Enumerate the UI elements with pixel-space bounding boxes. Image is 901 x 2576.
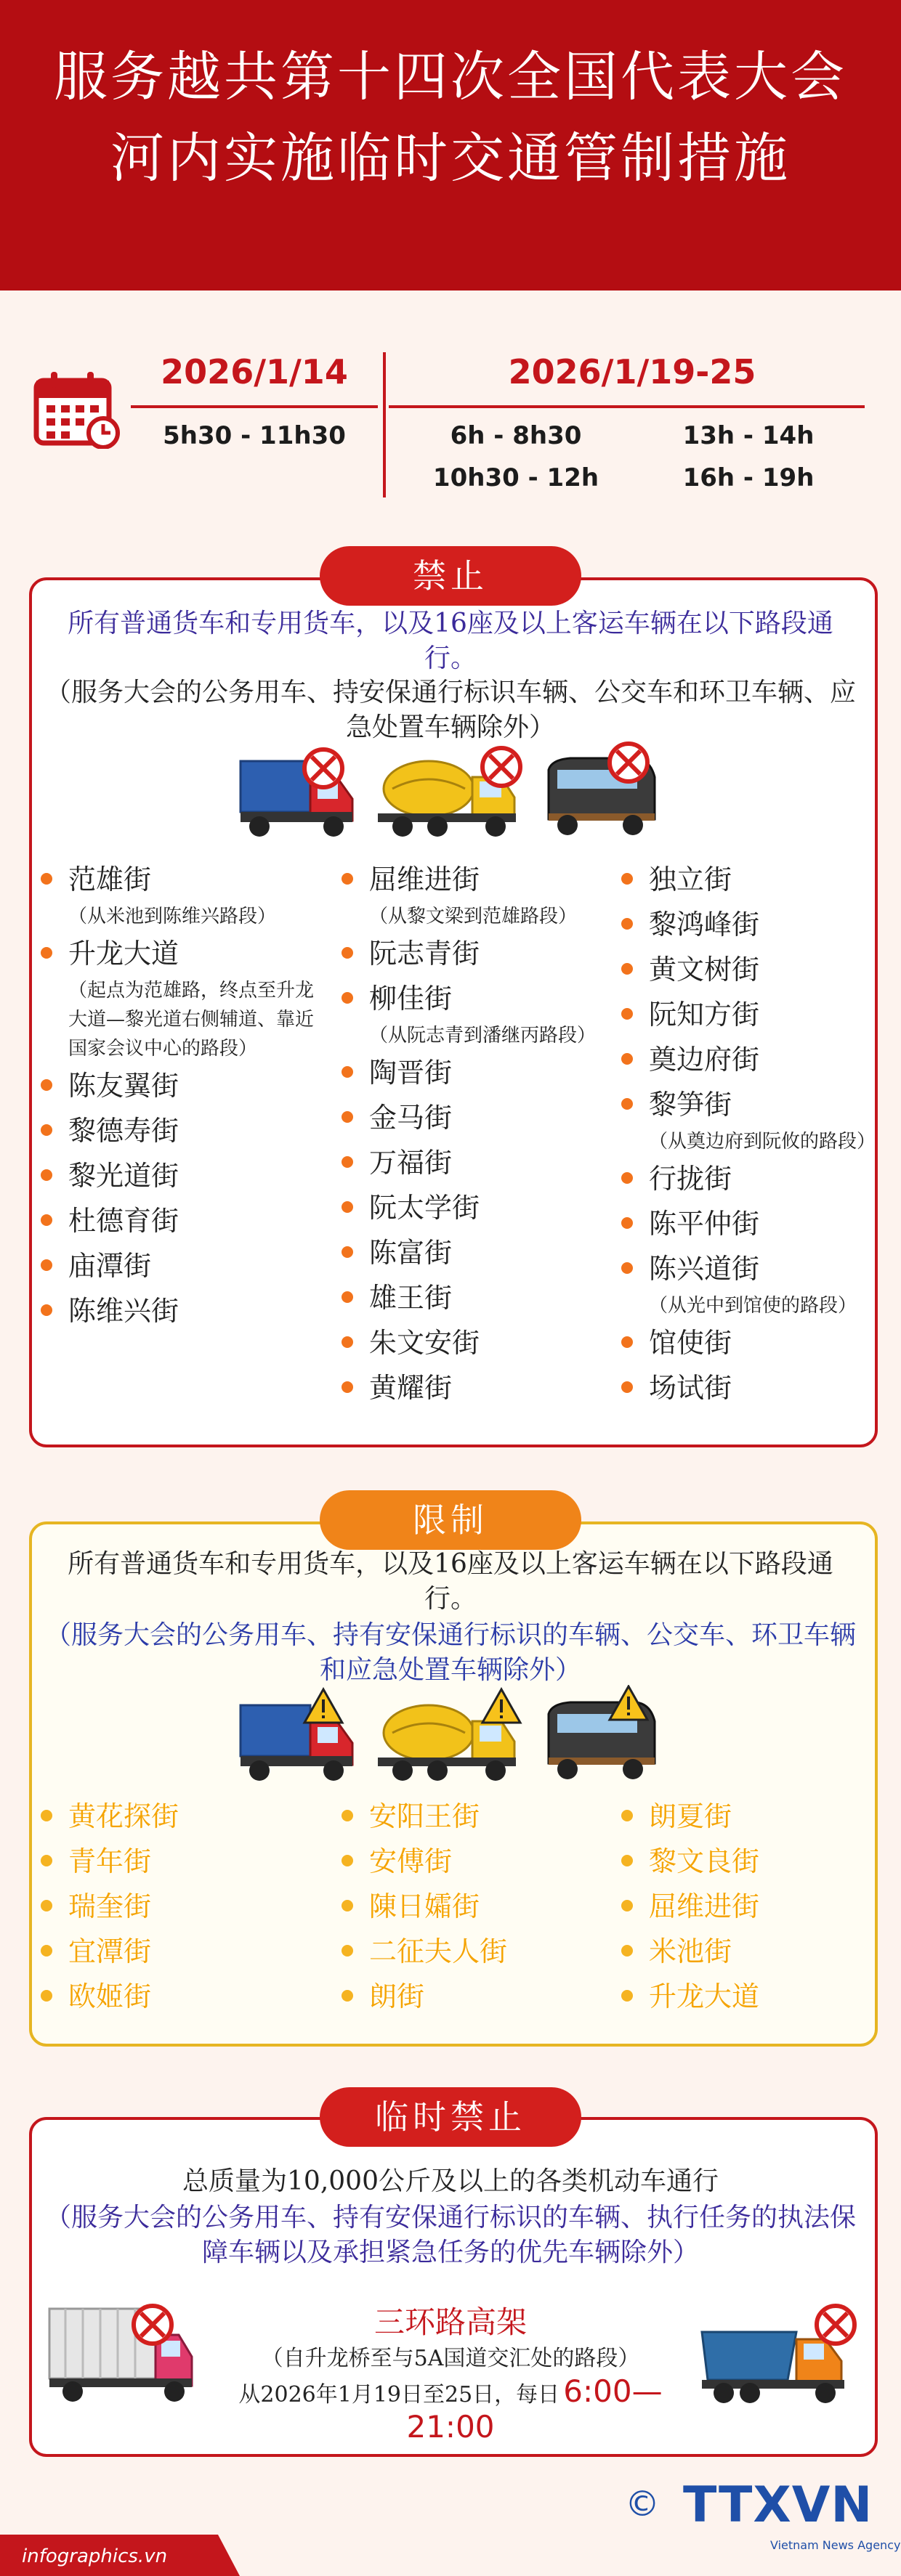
limit-exception: （服务大会的公务用车、持有安保通行标识的车辆、公交车、环卫车辆和应急处置车辆除外） xyxy=(44,1620,856,1685)
street-item: 陈友翼街 xyxy=(41,1063,317,1108)
limit-street-list-1 xyxy=(41,1794,317,2019)
street-item: 米池街 xyxy=(621,1929,868,1974)
street-item: 庙潭街 xyxy=(41,1243,317,1288)
street-item: 场试街 xyxy=(621,1365,868,1410)
street-item: 朗夏街 xyxy=(621,1794,868,1839)
street-item: 黎鸿峰街 xyxy=(621,902,868,947)
concrete-mixer-icon xyxy=(371,741,530,842)
street-note: （从米池到陈维兴路段） xyxy=(68,906,277,927)
time-period xyxy=(196,2373,705,2445)
street-item: 朗街 xyxy=(342,1974,618,2019)
street-item: 黎文良街 xyxy=(621,1839,868,1884)
street-item: 黎笋街 xyxy=(621,1082,868,1127)
street-note: 大道—黎光道右侧辅道、靠近 xyxy=(68,1009,315,1031)
limit-label: 限制 xyxy=(320,1490,581,1550)
street-item: 欧姬街 xyxy=(41,1974,317,2019)
ban-label: 禁止 xyxy=(320,546,581,606)
dump-truck-icon xyxy=(698,2299,857,2408)
street-item: 陈维兴街 xyxy=(41,1288,317,1333)
time-slot: 16h - 19h xyxy=(682,463,815,492)
street-item: 屈维进街 xyxy=(621,1884,868,1929)
temp-ban-exception: （服务大会的公务用车、持有安保通行标识的车辆、执行任务的执法保障车辆以及承担紧急任务的优先车辆除外） xyxy=(44,2203,856,2267)
divider-line xyxy=(131,405,378,408)
divider-line xyxy=(389,405,865,408)
bus-icon xyxy=(541,1685,665,1787)
street-item: 奠边府街 xyxy=(621,1037,868,1082)
temp-ban-label: 临时禁止 xyxy=(320,2087,581,2147)
street-item: 柳佳街 xyxy=(342,976,618,1021)
street-item: 陈兴道街 xyxy=(621,1246,868,1291)
street-item: 馆使街 xyxy=(621,1320,868,1365)
time-slot: 10h30 - 12h xyxy=(432,463,599,492)
street-item: 阮志青街 xyxy=(342,931,618,976)
street-item: 陳日孀街 xyxy=(342,1884,618,1929)
limit-description: 所有普通货车和专用货车，以及16座及以上客运车辆在以下路段通行。 xyxy=(68,1549,833,1614)
logo-subtitle: Vietnam News Agency xyxy=(770,2538,901,2552)
street-item: 范雄街 xyxy=(41,857,317,902)
street-note: 国家会议中心的路段） xyxy=(68,1038,258,1060)
street-item: 升龙大道 xyxy=(41,931,317,976)
truck-icon xyxy=(236,741,360,842)
truck-icon xyxy=(236,1685,360,1787)
street-item: 雄王街 xyxy=(342,1275,618,1320)
time-period-text: 从2026年1月19日至25日，每日 xyxy=(238,2382,560,2408)
street-item: 阮太学街 xyxy=(342,1185,618,1230)
street-item: 黎光道街 xyxy=(41,1153,317,1198)
street-note: （从黎文梁到范雄路段） xyxy=(369,906,578,927)
limit-street-list-2 xyxy=(342,1794,618,2019)
bus-icon xyxy=(541,741,665,842)
street-item: 陈平仲街 xyxy=(621,1201,868,1246)
street-item: 万福街 xyxy=(342,1140,618,1185)
street-note: （起点为范雄路，终点至升龙 xyxy=(68,980,315,1001)
concrete-mixer-icon xyxy=(371,1685,530,1787)
road-section: （自升龙桥至与5A国道交汇处的路段） xyxy=(261,2346,640,2371)
street-item: 安傅街 xyxy=(342,1839,618,1884)
street-item: 宜潭街 xyxy=(41,1929,317,1974)
street-item: 阮知方街 xyxy=(621,992,868,1037)
street-item: 独立街 xyxy=(621,857,868,902)
ban-description: 所有普通货车和专用货车，以及16座及以上客运车辆在以下路段通行。 xyxy=(68,609,833,673)
street-note: （从光中到馆使的路段） xyxy=(649,1295,857,1317)
street-item: 安阳王街 xyxy=(342,1794,618,1839)
copyright-symbol: © xyxy=(625,2484,660,2524)
street-item: 青年街 xyxy=(41,1839,317,1884)
ttxvn-logo: TTXVN xyxy=(683,2477,873,2534)
ban-street-list-3 xyxy=(621,857,876,1410)
street-note: （从阮志青到潘继丙路段） xyxy=(369,1025,597,1047)
street-item: 杜德育街 xyxy=(41,1198,317,1243)
time-slot: 6h - 8h30 xyxy=(450,421,582,450)
street-item: 黄耀街 xyxy=(342,1365,618,1410)
street-note: （从奠边府到阮攸的路段） xyxy=(649,1131,876,1153)
ban-exception: （服务大会的公务用车、持安保通行标识车辆、公交车和环卫车辆、应急处置车辆除外） xyxy=(44,678,856,742)
time-slot: 5h30 - 11h30 xyxy=(163,421,346,450)
page-title: 服务越共第十四次全国代表大会 河内实施临时交通管制措施 xyxy=(54,46,847,190)
street-item: 二征夫人街 xyxy=(342,1929,618,1974)
street-item: 黎德寿街 xyxy=(41,1108,317,1153)
date-first: 2026/1/14 xyxy=(161,352,348,391)
street-item: 行拢街 xyxy=(621,1156,868,1201)
road-name: 三环路高架 xyxy=(373,2304,527,2340)
divider-vertical xyxy=(383,352,386,497)
site-label: infographics.vn xyxy=(22,2545,168,2567)
calendar-icon xyxy=(33,370,121,449)
street-item: 金马街 xyxy=(342,1095,618,1140)
limit-street-list-3 xyxy=(621,1794,868,2019)
street-item: 陈富街 xyxy=(342,1230,618,1275)
ban-street-list-1 xyxy=(41,857,317,1333)
street-item: 升龙大道 xyxy=(621,1974,868,2019)
street-item: 瑞奎街 xyxy=(41,1884,317,1929)
street-item: 朱文安街 xyxy=(342,1320,618,1365)
ban-street-list-2 xyxy=(342,857,618,1410)
street-item: 黄文树街 xyxy=(621,947,868,992)
time-period-hours: 6:00—21:00 xyxy=(406,2373,663,2445)
temp-ban-description: 总质量为10,000公斤及以上的各类机动车通行 xyxy=(182,2166,719,2196)
street-item: 屈维进街 xyxy=(342,857,618,902)
box-truck-icon xyxy=(44,2299,203,2408)
time-slot: 13h - 14h xyxy=(682,421,815,450)
street-item: 陶晋街 xyxy=(342,1050,618,1095)
street-item: 黄花探街 xyxy=(41,1794,317,1839)
date-range: 2026/1/19-25 xyxy=(508,352,756,391)
